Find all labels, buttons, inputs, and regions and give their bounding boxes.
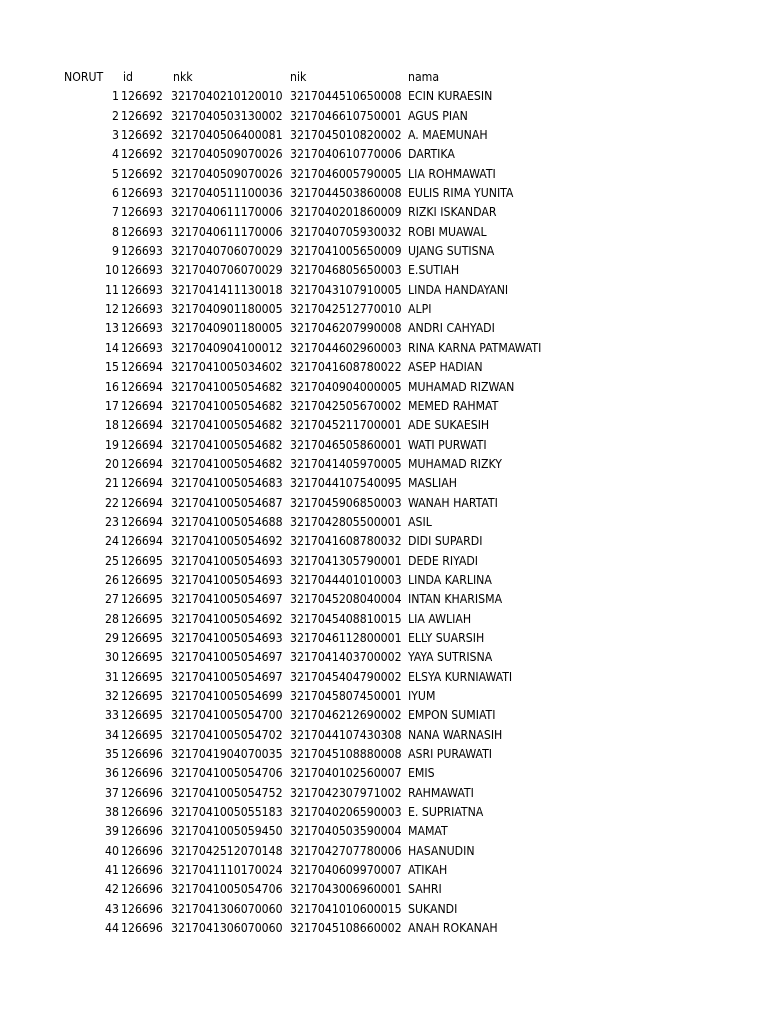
cell-nkk: 3217040611170006 bbox=[171, 224, 283, 239]
cell-nama: ADE SUKAESIH bbox=[408, 418, 490, 433]
table-row bbox=[64, 107, 627, 126]
cell-nkk: 3217040706070029 bbox=[171, 263, 283, 278]
cell-norut: 18 bbox=[105, 418, 119, 433]
cell-id: 126692 bbox=[121, 128, 163, 143]
cell-nkk: 3217040511100036 bbox=[171, 186, 283, 201]
cell-id: 126696 bbox=[121, 747, 163, 762]
table-row bbox=[64, 784, 627, 803]
cell-nama: MAMAT bbox=[408, 824, 448, 839]
cell-norut: 4 bbox=[112, 147, 119, 162]
cell-nik: 3217045211700001 bbox=[290, 418, 402, 433]
cell-norut: 26 bbox=[105, 572, 119, 587]
table-row bbox=[64, 726, 627, 745]
cell-nik: 3217046005790005 bbox=[290, 166, 402, 181]
data-sheet bbox=[64, 68, 627, 938]
cell-nkk: 3217040509070026 bbox=[171, 166, 283, 181]
cell-norut: 34 bbox=[105, 727, 119, 742]
cell-nama: WANAH HARTATI bbox=[408, 495, 498, 510]
cell-nama: ELLY SUARSIH bbox=[408, 630, 485, 645]
cell-nama: EULIS RIMA YUNITA bbox=[408, 186, 514, 201]
cell-nkk: 3217041005054706 bbox=[171, 882, 283, 897]
cell-nik: 3217046610750001 bbox=[290, 108, 402, 123]
table-row bbox=[64, 455, 627, 474]
cell-norut: 31 bbox=[105, 669, 119, 684]
cell-norut: 5 bbox=[112, 166, 119, 181]
column-header-nama: nama bbox=[408, 70, 440, 84]
cell-norut: 3 bbox=[112, 128, 119, 143]
cell-nama: E.SUTIAH bbox=[408, 263, 460, 278]
cell-norut: 16 bbox=[105, 379, 119, 394]
table-row bbox=[64, 300, 627, 319]
cell-nkk: 3217041005054688 bbox=[171, 514, 283, 529]
table-row bbox=[64, 474, 627, 493]
cell-norut: 13 bbox=[105, 321, 119, 336]
cell-nkk: 3217041005054697 bbox=[171, 592, 283, 607]
cell-nama: MUHAMAD RIZKY bbox=[408, 456, 502, 471]
cell-nkk: 3217041005055183 bbox=[171, 805, 283, 820]
cell-nkk: 3217040210120010 bbox=[171, 89, 283, 104]
cell-id: 126696 bbox=[121, 843, 163, 858]
cell-nkk: 3217040611170006 bbox=[171, 205, 283, 220]
cell-id: 126696 bbox=[121, 824, 163, 839]
cell-norut: 15 bbox=[105, 360, 119, 375]
cell-nama: EMIS bbox=[408, 766, 435, 781]
cell-id: 126696 bbox=[121, 805, 163, 820]
cell-id: 126693 bbox=[121, 302, 163, 317]
cell-nama: LIA AWLIAH bbox=[408, 611, 472, 626]
cell-id: 126695 bbox=[121, 630, 163, 645]
cell-nama: SUKANDI bbox=[408, 901, 458, 916]
table-row bbox=[64, 319, 627, 338]
cell-nik: 3217045408810015 bbox=[290, 611, 402, 626]
cell-id: 126694 bbox=[121, 437, 163, 452]
cell-nkk: 3217040506400081 bbox=[171, 128, 283, 143]
cell-norut: 32 bbox=[105, 689, 119, 703]
cell-nik: 3217043006960001 bbox=[290, 882, 402, 897]
column-header-nik: nik bbox=[290, 70, 307, 84]
cell-norut: 23 bbox=[105, 514, 119, 529]
cell-nama: RIZKI ISKANDAR bbox=[408, 205, 497, 220]
cell-nama: INTAN KHARISMA bbox=[408, 592, 503, 607]
table-row bbox=[64, 126, 627, 145]
cell-nkk: 3217041005054693 bbox=[171, 553, 283, 568]
cell-id: 126695 bbox=[121, 669, 163, 684]
cell-nkk: 3217040901180005 bbox=[171, 302, 283, 317]
cell-nik: 3217041005650009 bbox=[290, 244, 402, 259]
cell-nik: 3217044510650008 bbox=[290, 89, 402, 104]
table-row bbox=[64, 513, 627, 532]
cell-nkk: 3217041005054700 bbox=[171, 708, 283, 723]
cell-nik: 3217046212690002 bbox=[290, 708, 402, 723]
cell-nik: 3217041305790001 bbox=[290, 553, 402, 568]
cell-norut: 14 bbox=[105, 340, 119, 355]
cell-nkk: 3217041005054682 bbox=[171, 379, 283, 394]
cell-nkk: 3217041005054699 bbox=[171, 689, 283, 703]
table-row bbox=[64, 861, 627, 880]
cell-nik: 3217041608780022 bbox=[290, 360, 402, 375]
cell-nama: ASRI PURAWATI bbox=[408, 747, 493, 762]
cell-nama: UJANG SUTISNA bbox=[408, 244, 495, 259]
cell-id: 126694 bbox=[121, 476, 163, 491]
cell-norut: 2 bbox=[112, 108, 119, 123]
cell-nkk: 3217042512070148 bbox=[171, 843, 283, 858]
cell-nik: 3217040503590004 bbox=[290, 824, 402, 839]
cell-nkk: 3217041005059450 bbox=[171, 824, 283, 839]
cell-nik: 3217045906850003 bbox=[290, 495, 402, 510]
cell-norut: 11 bbox=[105, 282, 119, 297]
cell-norut: 44 bbox=[105, 921, 119, 936]
cell-nama: AGUS PIAN bbox=[408, 108, 468, 123]
cell-nik: 3217040609970007 bbox=[290, 863, 402, 878]
cell-norut: 35 bbox=[105, 747, 119, 762]
table-row bbox=[64, 87, 627, 106]
cell-nik: 3217046112800001 bbox=[290, 630, 402, 645]
table-row bbox=[64, 281, 627, 300]
table-row bbox=[64, 261, 627, 280]
cell-nkk: 3217041005054682 bbox=[171, 398, 283, 413]
cell-nik: 3217040206590003 bbox=[290, 805, 402, 820]
cell-id: 126694 bbox=[121, 360, 163, 375]
cell-nik: 3217041403700002 bbox=[290, 650, 402, 665]
table-row bbox=[64, 532, 627, 551]
cell-nik: 3217046505860001 bbox=[290, 437, 402, 452]
table-row bbox=[64, 668, 627, 687]
cell-nama: LINDA KARLINA bbox=[408, 572, 492, 587]
cell-norut: 29 bbox=[105, 630, 119, 645]
cell-norut: 6 bbox=[112, 186, 119, 201]
table-body bbox=[64, 87, 627, 938]
cell-nama: HASANUDIN bbox=[408, 843, 475, 858]
cell-nkk: 3217041005054687 bbox=[171, 495, 283, 510]
cell-nkk: 3217041005054682 bbox=[171, 456, 283, 471]
header-row bbox=[64, 68, 627, 87]
cell-nama: ELSYA KURNIAWATI bbox=[408, 669, 513, 684]
cell-id: 126693 bbox=[121, 224, 163, 239]
cell-id: 126692 bbox=[121, 147, 163, 162]
cell-nama: ANAH ROKANAH bbox=[408, 921, 498, 936]
cell-nkk: 3217040503130002 bbox=[171, 108, 283, 123]
table-row bbox=[64, 552, 627, 571]
cell-id: 126694 bbox=[121, 514, 163, 529]
cell-id: 126693 bbox=[121, 282, 163, 297]
table-row bbox=[64, 590, 627, 609]
cell-nkk: 3217041005034602 bbox=[171, 360, 283, 375]
cell-norut: 19 bbox=[105, 437, 119, 452]
cell-nkk: 3217041411130018 bbox=[171, 282, 283, 297]
cell-norut: 1 bbox=[112, 89, 119, 104]
table-row bbox=[64, 629, 627, 648]
cell-nik: 3217043107910005 bbox=[290, 282, 402, 297]
table-row bbox=[64, 706, 627, 725]
cell-id: 126695 bbox=[121, 553, 163, 568]
cell-nama: DARTIKA bbox=[408, 147, 455, 162]
table-row bbox=[64, 571, 627, 590]
cell-nik: 3217040705930032 bbox=[290, 224, 402, 239]
cell-id: 126694 bbox=[121, 379, 163, 394]
cell-nik: 3217046805650003 bbox=[290, 263, 402, 278]
cell-nik: 3217042505670002 bbox=[290, 398, 402, 413]
cell-nama: ANDRI CAHYADI bbox=[408, 321, 495, 336]
cell-nik: 3217042512770010 bbox=[290, 302, 402, 317]
table-row bbox=[64, 145, 627, 164]
cell-nik: 3217044503860008 bbox=[290, 186, 402, 201]
cell-nik: 3217040610770006 bbox=[290, 147, 402, 162]
cell-id: 126694 bbox=[121, 456, 163, 471]
cell-nkk: 3217041005054692 bbox=[171, 611, 283, 626]
cell-id: 126693 bbox=[121, 205, 163, 220]
cell-nama: ALPI bbox=[408, 302, 432, 317]
table-row bbox=[64, 822, 627, 841]
cell-nama: A. MAEMUNAH bbox=[408, 128, 488, 143]
table-row bbox=[64, 358, 627, 377]
cell-nama: WATI PURWATI bbox=[408, 437, 487, 452]
cell-norut: 30 bbox=[105, 650, 119, 665]
cell-norut: 41 bbox=[105, 863, 119, 878]
cell-nama: MEMED RAHMAT bbox=[408, 398, 499, 413]
table-row bbox=[64, 436, 627, 455]
cell-nik: 3217045108660002 bbox=[290, 921, 402, 936]
cell-nik: 3217044107540095 bbox=[290, 476, 402, 491]
cell-id: 126695 bbox=[121, 592, 163, 607]
cell-nama: LIA ROHMAWATI bbox=[408, 166, 496, 181]
cell-id: 126693 bbox=[121, 340, 163, 355]
cell-norut: 43 bbox=[105, 901, 119, 916]
cell-nik: 3217042307971002 bbox=[290, 785, 402, 800]
cell-nkk: 3217040706070029 bbox=[171, 244, 283, 259]
table-row bbox=[64, 803, 627, 822]
table-row bbox=[64, 339, 627, 358]
table-row bbox=[64, 648, 627, 667]
cell-nkk: 3217041904070035 bbox=[171, 747, 283, 762]
cell-id: 126695 bbox=[121, 689, 163, 703]
cell-id: 126694 bbox=[121, 495, 163, 510]
cell-id: 126693 bbox=[121, 263, 163, 278]
table-row bbox=[64, 184, 627, 203]
cell-id: 126694 bbox=[121, 398, 163, 413]
cell-nama: ASIL bbox=[408, 514, 432, 529]
cell-id: 126695 bbox=[121, 650, 163, 665]
cell-id: 126692 bbox=[121, 166, 163, 181]
cell-nama: LINDA HANDAYANI bbox=[408, 282, 509, 297]
cell-norut: 27 bbox=[105, 592, 119, 607]
cell-nama: ATIKAH bbox=[408, 863, 448, 878]
cell-nkk: 3217041005054682 bbox=[171, 418, 283, 433]
cell-nkk: 3217041005054693 bbox=[171, 630, 283, 645]
table-row bbox=[64, 745, 627, 764]
cell-nama: NANA WARNASIH bbox=[408, 727, 503, 742]
cell-nama: ASEP HADIAN bbox=[408, 360, 483, 375]
cell-norut: 38 bbox=[105, 805, 119, 820]
cell-id: 126696 bbox=[121, 785, 163, 800]
cell-nkk: 3217041005054697 bbox=[171, 650, 283, 665]
cell-nama: SAHRI bbox=[408, 882, 442, 897]
cell-nkk: 3217041005054702 bbox=[171, 727, 283, 742]
cell-nkk: 3217041005054683 bbox=[171, 476, 283, 491]
cell-nik: 3217041010600015 bbox=[290, 901, 402, 916]
cell-norut: 37 bbox=[105, 785, 119, 800]
cell-nama: DIDI SUPARDI bbox=[408, 534, 483, 549]
table-row bbox=[64, 687, 627, 706]
table-row bbox=[64, 919, 627, 938]
cell-id: 126695 bbox=[121, 572, 163, 587]
cell-norut: 12 bbox=[105, 302, 119, 317]
cell-id: 126694 bbox=[121, 418, 163, 433]
cell-nkk: 3217041005054692 bbox=[171, 534, 283, 549]
cell-nik: 3217044602960003 bbox=[290, 340, 402, 355]
cell-norut: 28 bbox=[105, 611, 119, 626]
cell-norut: 22 bbox=[105, 495, 119, 510]
cell-nik: 3217040201860009 bbox=[290, 205, 402, 220]
cell-nik: 3217044401010003 bbox=[290, 572, 402, 587]
table-row bbox=[64, 494, 627, 513]
cell-nama: E. SUPRIATNA bbox=[408, 805, 484, 820]
cell-nama: DEDE RIYADI bbox=[408, 553, 478, 568]
cell-id: 126696 bbox=[121, 921, 163, 936]
cell-norut: 24 bbox=[105, 534, 119, 549]
cell-norut: 39 bbox=[105, 824, 119, 839]
cell-nik: 3217045108880008 bbox=[290, 747, 402, 762]
cell-nkk: 3217041005054697 bbox=[171, 669, 283, 684]
cell-nama: RINA KARNA PATMAWATI bbox=[408, 340, 542, 355]
table-row bbox=[64, 397, 627, 416]
table-row bbox=[64, 223, 627, 242]
cell-norut: 33 bbox=[105, 708, 119, 723]
cell-norut: 8 bbox=[112, 224, 119, 239]
table-row bbox=[64, 203, 627, 222]
table-row bbox=[64, 378, 627, 397]
cell-nik: 3217041608780032 bbox=[290, 534, 402, 549]
cell-nik: 3217045807450001 bbox=[290, 689, 402, 703]
cell-norut: 40 bbox=[105, 843, 119, 858]
cell-norut: 36 bbox=[105, 766, 119, 781]
cell-nkk: 3217040901180005 bbox=[171, 321, 283, 336]
cell-norut: 9 bbox=[112, 244, 119, 259]
table-row bbox=[64, 764, 627, 783]
cell-id: 126693 bbox=[121, 321, 163, 336]
cell-id: 126695 bbox=[121, 727, 163, 742]
cell-nama: RAHMAWATI bbox=[408, 785, 474, 800]
cell-id: 126693 bbox=[121, 244, 163, 259]
cell-nik: 3217045010820002 bbox=[290, 128, 402, 143]
column-header-id: id bbox=[123, 70, 134, 84]
cell-id: 126696 bbox=[121, 901, 163, 916]
cell-id: 126696 bbox=[121, 863, 163, 878]
table-row bbox=[64, 416, 627, 435]
cell-nik: 3217041405970005 bbox=[290, 456, 402, 471]
column-header-nkk: nkk bbox=[173, 70, 193, 84]
cell-nkk: 3217040904100012 bbox=[171, 340, 283, 355]
cell-nama: EMPON SUMIATI bbox=[408, 708, 496, 723]
table-row bbox=[64, 880, 627, 899]
cell-id: 126695 bbox=[121, 611, 163, 626]
cell-id: 126696 bbox=[121, 882, 163, 897]
cell-nkk: 3217040509070026 bbox=[171, 147, 283, 162]
cell-nama: ECIN KURAESIN bbox=[408, 89, 493, 104]
cell-nik: 3217044107430308 bbox=[290, 727, 402, 742]
cell-norut: 20 bbox=[105, 456, 119, 471]
cell-nik: 3217040904000005 bbox=[290, 379, 402, 394]
cell-nkk: 3217041005054752 bbox=[171, 785, 283, 800]
cell-id: 126693 bbox=[121, 186, 163, 201]
table-row bbox=[64, 165, 627, 184]
cell-id: 126696 bbox=[121, 766, 163, 781]
cell-nama: YAYA SUTRISNA bbox=[408, 650, 493, 665]
cell-nkk: 3217041110170024 bbox=[171, 863, 283, 878]
cell-norut: 7 bbox=[112, 205, 119, 220]
table-row bbox=[64, 900, 627, 919]
table-row bbox=[64, 842, 627, 861]
cell-id: 126694 bbox=[121, 534, 163, 549]
cell-nik: 3217040102560007 bbox=[290, 766, 402, 781]
cell-nik: 3217045208040004 bbox=[290, 592, 402, 607]
cell-nama: ROBI MUAWAL bbox=[408, 224, 487, 239]
cell-nkk: 3217041005054693 bbox=[171, 572, 283, 587]
cell-norut: 25 bbox=[105, 553, 119, 568]
cell-norut: 17 bbox=[105, 398, 119, 413]
cell-nik: 3217042707780006 bbox=[290, 843, 402, 858]
cell-nama: MUHAMAD RIZWAN bbox=[408, 379, 515, 394]
table-row bbox=[64, 610, 627, 629]
table-row bbox=[64, 242, 627, 261]
cell-norut: 10 bbox=[105, 263, 119, 278]
cell-id: 126692 bbox=[121, 89, 163, 104]
cell-norut: 42 bbox=[105, 882, 119, 897]
cell-nik: 3217045404790002 bbox=[290, 669, 402, 684]
cell-norut: 21 bbox=[105, 476, 119, 491]
cell-id: 126692 bbox=[121, 108, 163, 123]
cell-nama: MASLIAH bbox=[408, 476, 458, 491]
cell-nkk: 3217041306070060 bbox=[171, 901, 283, 916]
cell-nik: 3217042805500001 bbox=[290, 514, 402, 529]
cell-nama: IYUM bbox=[408, 689, 436, 703]
cell-nkk: 3217041005054682 bbox=[171, 437, 283, 452]
data-table bbox=[64, 68, 627, 938]
column-header-norut: NORUT bbox=[64, 70, 104, 84]
cell-id: 126695 bbox=[121, 708, 163, 723]
cell-nkk: 3217041005054706 bbox=[171, 766, 283, 781]
cell-nkk: 3217041306070060 bbox=[171, 921, 283, 936]
cell-nik: 3217046207990008 bbox=[290, 321, 402, 336]
